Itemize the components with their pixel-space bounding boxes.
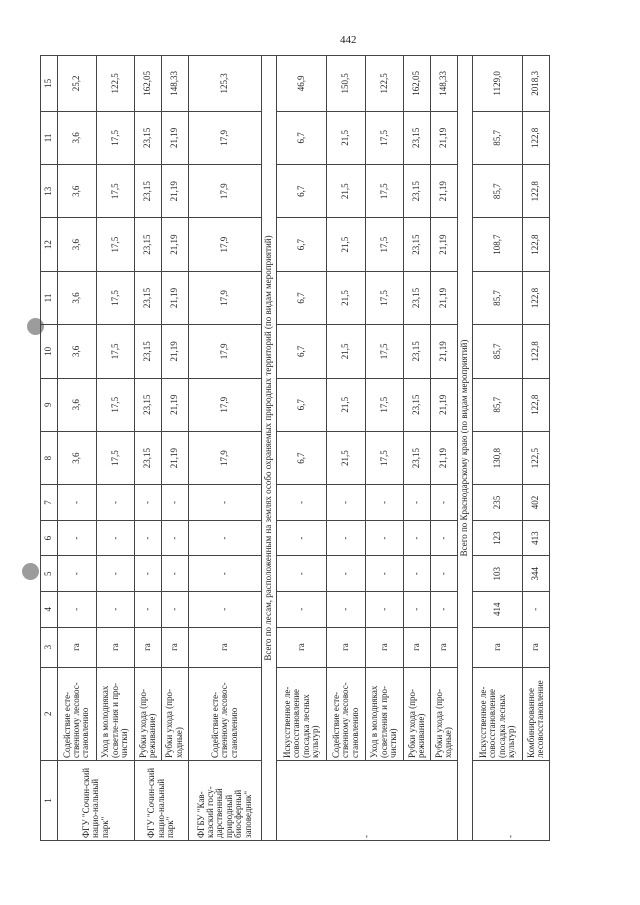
column-header: 12 [41, 218, 58, 271]
section-row [262, 56, 277, 841]
value-cell: - [365, 556, 404, 592]
value-cell: 414 [472, 591, 522, 627]
value-cell: 130,8 [472, 431, 522, 484]
value-cell: 122,5 [523, 431, 550, 484]
table-body [58, 56, 550, 841]
value-cell: 21,19 [431, 325, 458, 378]
value-cell: 21,19 [161, 165, 188, 218]
table-row [431, 56, 458, 841]
measure-cell: Уход в молодняках (осветле-ния и про-чистки) [96, 667, 135, 760]
value-cell: 17,5 [365, 431, 404, 484]
value-cell: га [404, 627, 431, 667]
value-cell: 3,6 [58, 111, 97, 164]
value-cell: 3,6 [58, 431, 97, 484]
value-cell: 6,7 [277, 165, 327, 218]
value-cell: 108,7 [472, 218, 522, 271]
value-cell: - [431, 520, 458, 556]
column-header: 7 [41, 485, 58, 521]
value-cell: - [96, 591, 135, 627]
value-cell: 235 [472, 485, 522, 521]
value-cell: 148,33 [431, 56, 458, 112]
value-cell: - [96, 520, 135, 556]
value-cell: 17,5 [96, 325, 135, 378]
value-cell: га [431, 627, 458, 667]
organization-cell: ФГУ "Сочин-ский нацио-нальный парк" [58, 760, 135, 840]
value-cell: 162,05 [135, 56, 162, 112]
value-cell: 3,6 [58, 378, 97, 431]
column-header: 2 [41, 667, 58, 760]
value-cell: 21,5 [327, 165, 366, 218]
measure-cell: Содействие есте-ственному лесовос-становлению [188, 667, 261, 760]
value-cell: 3,6 [58, 271, 97, 324]
value-cell: 6,7 [277, 325, 327, 378]
value-cell: 21,5 [327, 325, 366, 378]
value-cell: - [135, 591, 162, 627]
value-cell: 21,5 [327, 271, 366, 324]
value-cell: 6,7 [277, 378, 327, 431]
value-cell: 21,19 [161, 111, 188, 164]
table-row [58, 56, 97, 841]
value-cell: 122,5 [365, 56, 404, 112]
value-cell: - [188, 520, 261, 556]
value-cell: 6,7 [277, 218, 327, 271]
value-cell: - [277, 485, 327, 521]
table-row [277, 56, 327, 841]
value-cell: 122,8 [523, 218, 550, 271]
measure-cell: Уход в молодняках (осветления и про-чистки) [365, 667, 404, 760]
measure-cell: Содействие есте-ственному лесовос-становлению [327, 667, 366, 760]
value-cell: 21,5 [327, 111, 366, 164]
column-header: 8 [41, 431, 58, 484]
value-cell: 122,8 [523, 325, 550, 378]
table-row [523, 56, 550, 841]
value-cell: - [404, 520, 431, 556]
column-header: 11 [41, 111, 58, 164]
column-header: 9 [41, 378, 58, 431]
value-cell: 2018,3 [523, 56, 550, 112]
value-cell: 17,9 [188, 165, 261, 218]
value-cell: 23,15 [404, 165, 431, 218]
measure-cell: Комбинированное лесовосстановление [523, 667, 550, 760]
value-cell: 85,7 [472, 378, 522, 431]
value-cell: 25,2 [58, 56, 97, 112]
table-row [135, 56, 162, 841]
column-header: 1 [41, 760, 58, 840]
value-cell: 3,6 [58, 218, 97, 271]
value-cell: га [135, 627, 162, 667]
value-cell: 21,19 [431, 218, 458, 271]
section-row [457, 56, 472, 841]
value-cell: 23,15 [404, 325, 431, 378]
value-cell: га [472, 627, 522, 667]
value-cell: - [431, 485, 458, 521]
value-cell: 3,6 [58, 165, 97, 218]
value-cell: - [58, 485, 97, 521]
value-cell: 21,5 [327, 431, 366, 484]
value-cell: - [365, 591, 404, 627]
measure-cell: Искусственное ле-совосстановление (посадка лесных культур) [277, 667, 327, 760]
value-cell: 150,5 [327, 56, 366, 112]
value-cell: - [523, 591, 550, 627]
measures-table [40, 55, 550, 841]
column-header: 5 [41, 556, 58, 592]
measure-cell: Рубки ухода (про-реживание) [135, 667, 162, 760]
value-cell: 23,15 [135, 271, 162, 324]
value-cell: - [161, 520, 188, 556]
value-cell: - [135, 485, 162, 521]
column-header: 4 [41, 591, 58, 627]
value-cell: 21,19 [161, 431, 188, 484]
value-cell: - [404, 591, 431, 627]
section-title: Всего по лесам, расположенным на землях особо охраняемых природных территорий (по видам мероприятий) [262, 56, 277, 841]
value-cell: 17,9 [188, 271, 261, 324]
value-cell: 17,9 [188, 431, 261, 484]
value-cell: 148,33 [161, 56, 188, 112]
value-cell: 85,7 [472, 165, 522, 218]
value-cell: 23,15 [135, 218, 162, 271]
value-cell: га [277, 627, 327, 667]
value-cell: - [404, 556, 431, 592]
value-cell: 402 [523, 485, 550, 521]
value-cell: га [96, 627, 135, 667]
value-cell: 17,5 [365, 325, 404, 378]
value-cell: 17,9 [188, 111, 261, 164]
value-cell: - [161, 485, 188, 521]
value-cell: 17,5 [96, 111, 135, 164]
value-cell: 17,9 [188, 218, 261, 271]
table-row [327, 56, 366, 841]
measure-cell: Рубки ухода (про-ходные) [431, 667, 458, 760]
value-cell: га [365, 627, 404, 667]
value-cell: - [327, 520, 366, 556]
value-cell: 17,5 [365, 378, 404, 431]
value-cell: 21,19 [431, 111, 458, 164]
value-cell: 23,15 [404, 378, 431, 431]
organization-cell: ФГУ "Сочин-ский нацио-нальный парк" [135, 760, 189, 840]
value-cell: 122,8 [523, 378, 550, 431]
table-row [472, 56, 522, 841]
table-wrapper [40, 55, 550, 841]
value-cell: 23,15 [135, 431, 162, 484]
value-cell: - [58, 520, 97, 556]
value-cell: 23,15 [135, 378, 162, 431]
value-cell: 162,05 [404, 56, 431, 112]
value-cell: - [365, 485, 404, 521]
table-row [365, 56, 404, 841]
value-cell: 6,7 [277, 431, 327, 484]
value-cell: га [523, 627, 550, 667]
value-cell: - [58, 591, 97, 627]
table-row [404, 56, 431, 841]
measure-cell: Рубки ухода (про-реживание) [404, 667, 431, 760]
value-cell: 1129,0 [472, 56, 522, 112]
page-number: 442 [340, 34, 357, 46]
value-cell: га [58, 627, 97, 667]
value-cell: 122,8 [523, 111, 550, 164]
value-cell: 21,19 [431, 378, 458, 431]
value-cell: 21,19 [161, 378, 188, 431]
punch-hole [22, 563, 39, 580]
value-cell: 23,15 [135, 165, 162, 218]
measure-cell: Рубки ухода (про-ходные) [161, 667, 188, 760]
value-cell: 21,19 [161, 325, 188, 378]
value-cell: - [188, 556, 261, 592]
value-cell: 122,8 [523, 271, 550, 324]
value-cell: 17,5 [96, 378, 135, 431]
column-header: 6 [41, 520, 58, 556]
value-cell: га [327, 627, 366, 667]
value-cell: 23,15 [135, 111, 162, 164]
value-cell: 413 [523, 520, 550, 556]
value-cell: - [135, 556, 162, 592]
value-cell: - [404, 485, 431, 521]
value-cell: 21,19 [161, 271, 188, 324]
value-cell: - [135, 520, 162, 556]
value-cell: 17,5 [96, 271, 135, 324]
value-cell: - [161, 591, 188, 627]
value-cell: 85,7 [472, 271, 522, 324]
organization-cell: - [277, 760, 458, 840]
value-cell: 6,7 [277, 271, 327, 324]
value-cell: 122,5 [96, 56, 135, 112]
table-row [188, 56, 261, 841]
value-cell: 23,15 [404, 431, 431, 484]
value-cell: 122,8 [523, 165, 550, 218]
column-header: 13 [41, 165, 58, 218]
value-cell: - [277, 520, 327, 556]
value-cell: - [365, 520, 404, 556]
value-cell: - [188, 485, 261, 521]
value-cell: 85,7 [472, 325, 522, 378]
value-cell: - [431, 591, 458, 627]
section-title: Всего по Краснодарскому краю (по видам мероприятий) [457, 56, 472, 841]
value-cell: 23,15 [404, 218, 431, 271]
organization-cell: - [472, 760, 549, 840]
value-cell: - [96, 556, 135, 592]
value-cell: 17,5 [365, 271, 404, 324]
value-cell: 17,5 [365, 218, 404, 271]
value-cell: 17,5 [96, 431, 135, 484]
value-cell: - [277, 556, 327, 592]
value-cell: 17,9 [188, 378, 261, 431]
value-cell: - [96, 485, 135, 521]
value-cell: - [431, 556, 458, 592]
value-cell: 21,19 [431, 271, 458, 324]
value-cell: 17,5 [365, 111, 404, 164]
value-cell: 46,9 [277, 56, 327, 112]
value-cell: 21,5 [327, 218, 366, 271]
column-header: 15 [41, 56, 58, 112]
value-cell: 17,5 [96, 165, 135, 218]
value-cell: 103 [472, 556, 522, 592]
table-row [96, 56, 135, 841]
value-cell: - [327, 556, 366, 592]
column-header: 3 [41, 627, 58, 667]
value-cell: 3,6 [58, 325, 97, 378]
measure-cell: Искусственное ле-совосстановление (посадка лесных культур) [472, 667, 522, 760]
value-cell: 23,15 [135, 325, 162, 378]
value-cell: 344 [523, 556, 550, 592]
column-header: 11 [41, 271, 58, 324]
value-cell: 23,15 [404, 111, 431, 164]
value-cell: 21,19 [431, 431, 458, 484]
value-cell: - [58, 556, 97, 592]
value-cell: 6,7 [277, 111, 327, 164]
value-cell: 123 [472, 520, 522, 556]
value-cell: 23,15 [404, 271, 431, 324]
value-cell: 17,9 [188, 325, 261, 378]
value-cell: 21,5 [327, 378, 366, 431]
value-cell: - [188, 591, 261, 627]
value-cell: 21,19 [431, 165, 458, 218]
value-cell: 17,5 [96, 218, 135, 271]
value-cell: - [161, 556, 188, 592]
value-cell: 21,19 [161, 218, 188, 271]
value-cell: - [327, 591, 366, 627]
value-cell: га [188, 627, 261, 667]
header-row [41, 56, 58, 841]
value-cell: га [161, 627, 188, 667]
value-cell: - [327, 485, 366, 521]
value-cell: 17,5 [365, 165, 404, 218]
organization-cell: ФГБУ "Кав-казский госу-дарственный природный биосферный заповедник" [188, 760, 261, 840]
value-cell: 125,3 [188, 56, 261, 112]
value-cell: 85,7 [472, 111, 522, 164]
column-header: 10 [41, 325, 58, 378]
measure-cell: Содействие есте-ственному лесовос-становлению [58, 667, 97, 760]
value-cell: - [277, 591, 327, 627]
table-row [161, 56, 188, 841]
